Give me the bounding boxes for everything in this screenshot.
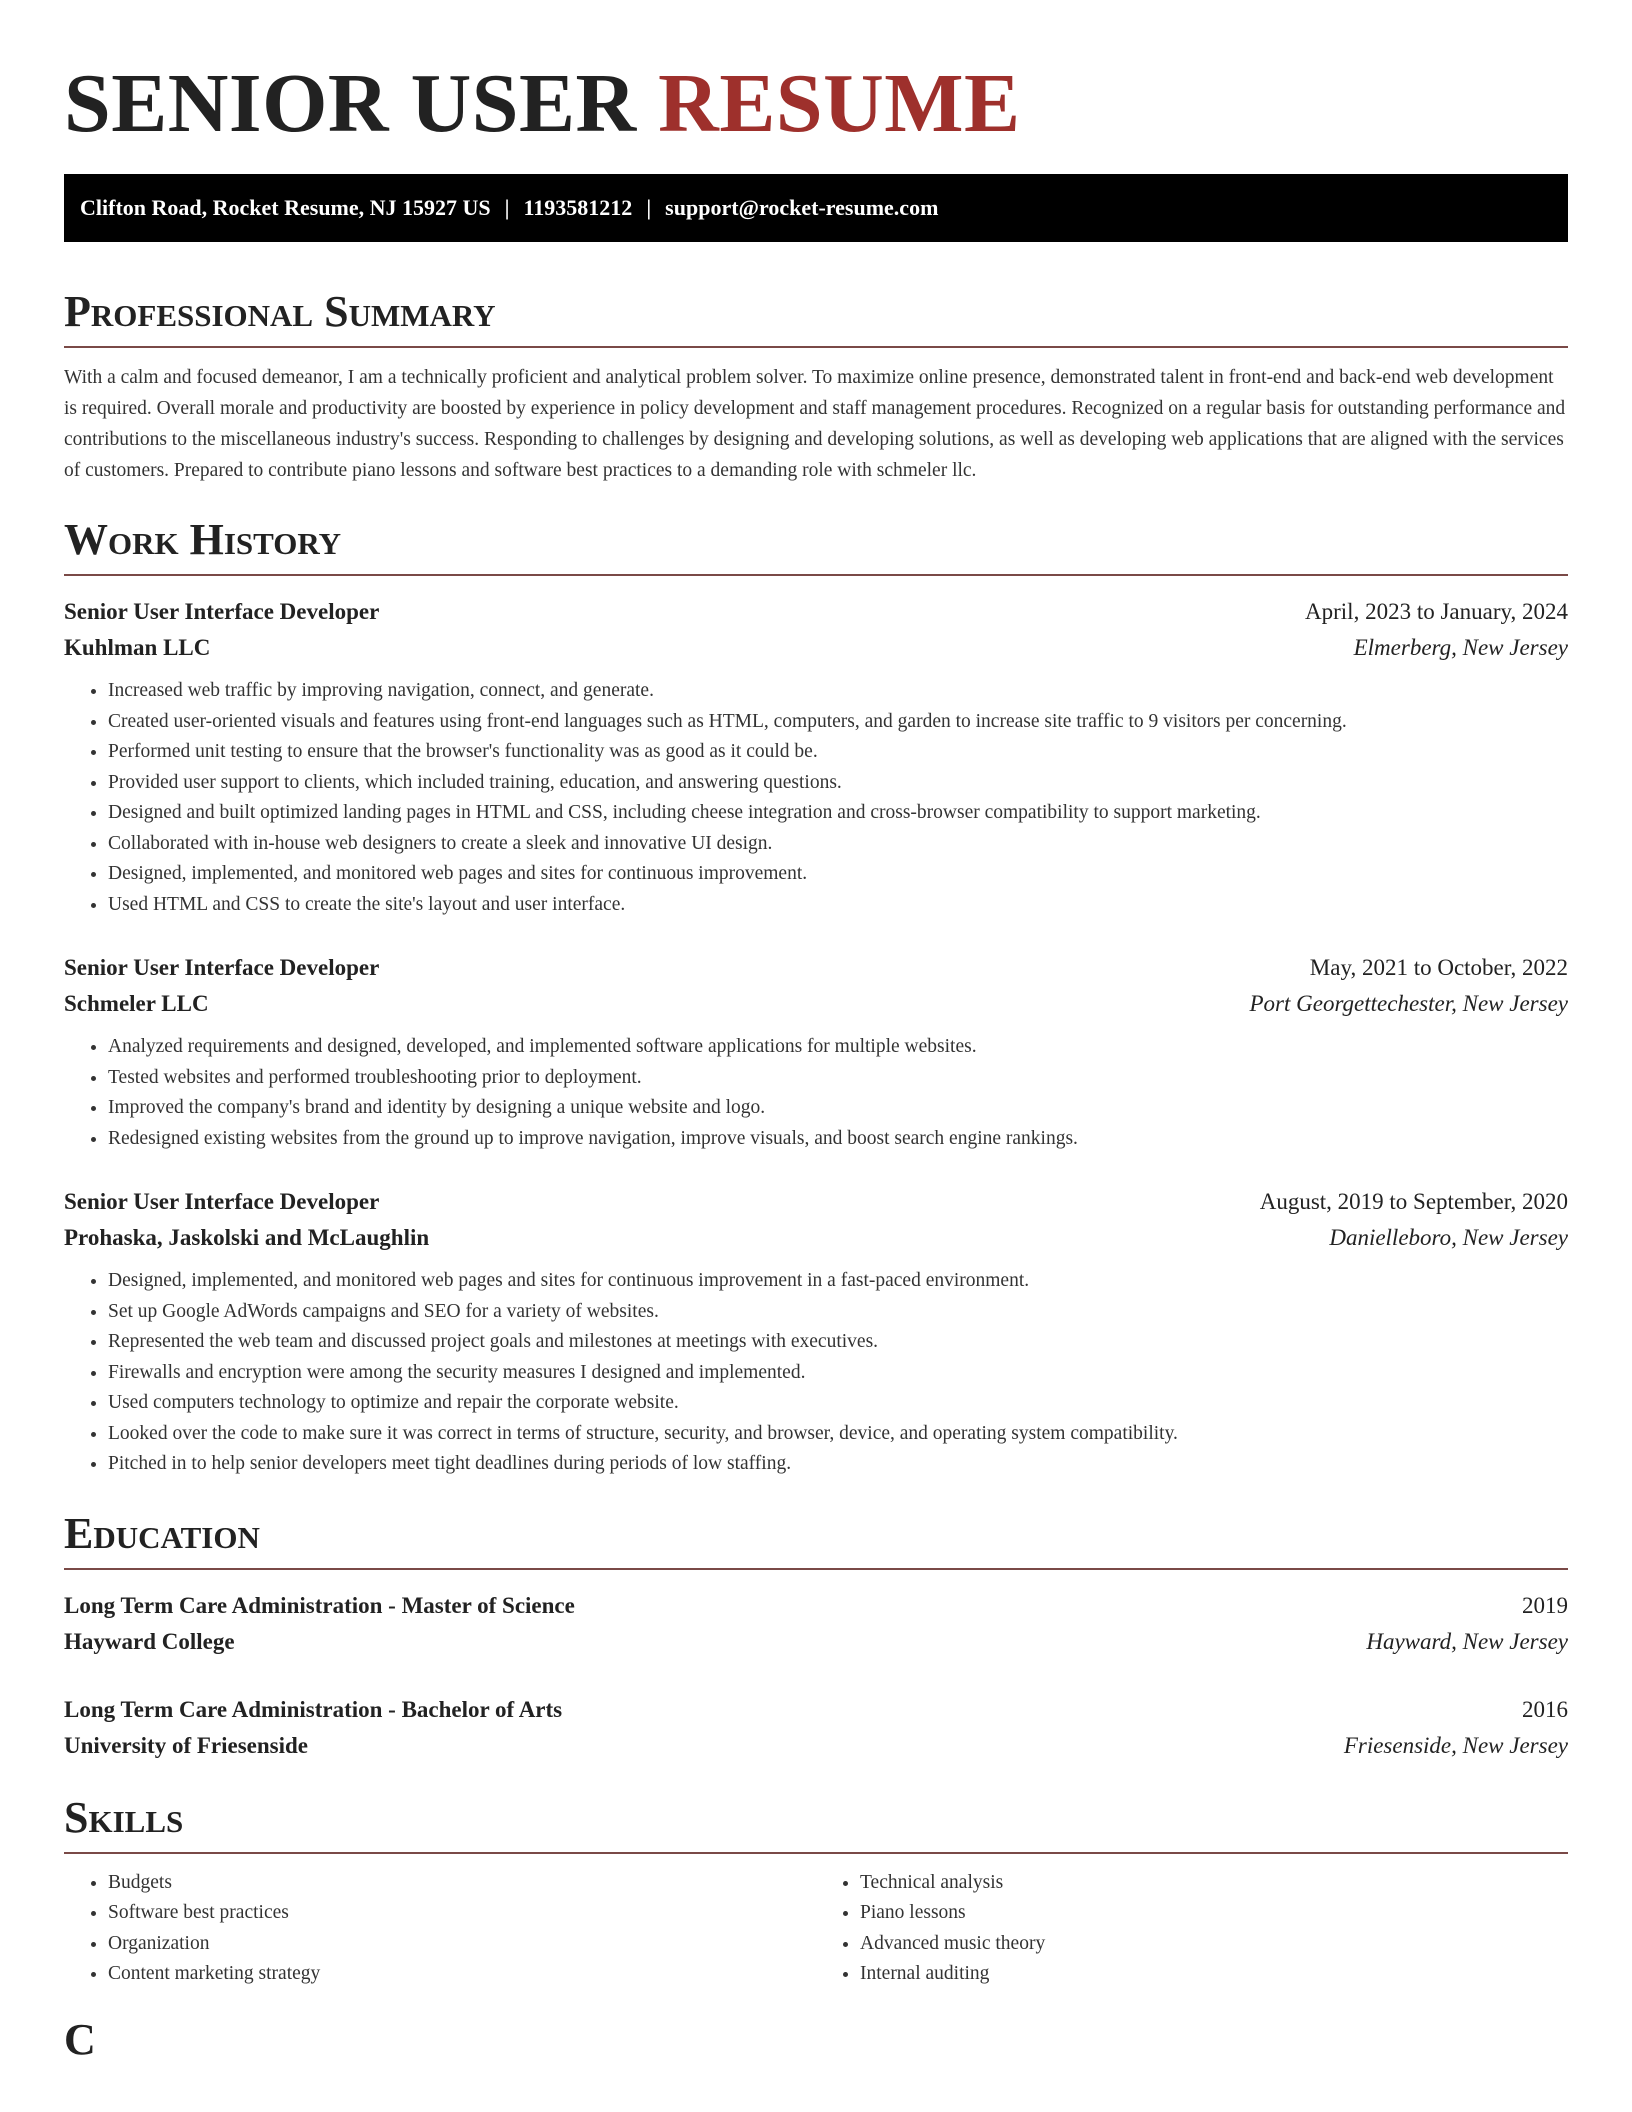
work-history-heading: Work History (64, 512, 1568, 576)
job-bullet: • Collaborated with in-house web designers to create a sleek and innovative UI design. (108, 829, 1568, 860)
job-bullet: • Designed and built optimized landing pages in HTML and CSS, including cheese integration and cross-browser compatibility to support marketing. (108, 798, 1568, 829)
summary-text: With a calm and focused demeanor, I am a technically proficient and analytical problem solver. To maximize online presence, demonstrated talent in front-end and back-end web development is required. Overall morale and productivity are boosted by experience in policy development and staff management procedures. Recognized on a regular basis for outstanding performance and contributions to the miscellaneous industry's success. Responding to challenges by designing and developing solutions, as well as developing web applications that are aligned with the services of customers. Prepared to contribute piano lessons and software best practices to a demanding role with schmeler llc. (64, 367, 1566, 481)
job-dates: April, 2023 to January, 2024 (1305, 599, 1568, 624)
job-bullet: • Redesigned existing websites from the ground up to improve navigation, improve visuals, and boost search engine rankings. (108, 1124, 1568, 1155)
title-main: SENIOR USER (64, 57, 637, 150)
education-entry (64, 1588, 1568, 1660)
job-location: Port Georgettechester, New Jersey (1249, 991, 1568, 1016)
job-bullet: • Created user-oriented visuals and features using front-end languages such as HTML, computers, and garden to increase site traffic to 9 visitors per concerning. (108, 707, 1568, 738)
skill-item: • Organization (108, 1929, 816, 1960)
skill-item: • Piano lessons (860, 1898, 1568, 1929)
skill-item: • Budgets (108, 1868, 816, 1899)
job-bullet: • Tested websites and performed troubleshooting prior to deployment. (108, 1063, 1568, 1094)
skill-item: • Content marketing strategy (108, 1959, 816, 1990)
job-bullet: • Looked over the code to make sure it was correct in terms of structure, security, and browser, device, and operating system compatibility. (108, 1419, 1568, 1450)
job-entry (64, 594, 1568, 920)
job-dates: August, 2019 to September, 2020 (1259, 1189, 1568, 1214)
resume-title (64, 0, 1568, 150)
job-company-row (64, 630, 1568, 666)
skills-heading: Skills (64, 1790, 1568, 1854)
contact-separator: | (504, 195, 510, 220)
skills-column-left (64, 1868, 816, 1990)
work-history-section (64, 512, 1568, 1480)
skills-section (64, 1790, 1568, 1990)
job-company-row (64, 1220, 1568, 1256)
job-bullet: • Provided user support to clients, which included training, education, and answering questions. (108, 768, 1568, 799)
contact-bar (64, 174, 1568, 242)
education-year: 2019 (1522, 1592, 1568, 1618)
summary-section (64, 284, 1568, 486)
contact-email[interactable]: support@rocket-resume.com (665, 195, 939, 220)
job-bullets (64, 1266, 1568, 1480)
job-company: Prohaska, Jaskolski and McLaughlin (64, 1225, 430, 1250)
job-bullet: • Set up Google AdWords campaigns and SEO for a variety of websites. (108, 1297, 1568, 1328)
job-bullet: • Used HTML and CSS to create the site's layout and user interface. (108, 890, 1568, 921)
education-school: University of Friesenside (64, 1732, 309, 1758)
job-dates: May, 2021 to October, 2022 (1309, 955, 1568, 980)
job-bullet: • Analyzed requirements and designed, developed, and implemented software applications for multiple websites. (108, 1032, 1568, 1063)
job-bullet: • Improved the company's brand and identity by designing a unique website and logo. (108, 1093, 1568, 1124)
job-bullet: • Pitched in to help senior developers meet tight deadlines during periods of low staffing. (108, 1449, 1568, 1480)
job-entry (64, 950, 1568, 1154)
job-header-row (64, 1184, 1568, 1220)
education-school: Hayward College (64, 1628, 235, 1654)
job-bullets (64, 676, 1568, 920)
contact-separator: | (646, 195, 652, 220)
job-bullet: • Firewalls and encryption were among the security measures I designed and implemented. (108, 1358, 1568, 1389)
next-section-heading-partial: C (64, 2014, 96, 2064)
education-location: Friesenside, New Jersey (1343, 1732, 1568, 1758)
job-bullet: • Increased web traffic by improving navigation, connect, and generate. (108, 676, 1568, 707)
job-bullet: • Represented the web team and discussed project goals and milestones at meetings with executives. (108, 1327, 1568, 1358)
job-location: Elmerberg, New Jersey (1353, 635, 1568, 660)
job-company-row (64, 986, 1568, 1022)
job-bullet: • Designed, implemented, and monitored web pages and sites for continuous improvement. (108, 859, 1568, 890)
job-company: Kuhlman LLC (64, 635, 211, 660)
education-degree-row (64, 1588, 1568, 1624)
job-bullet: • Performed unit testing to ensure that the browser's functionality was as good as it could be. (108, 737, 1568, 768)
education-degree: Long Term Care Administration - Master of Science (64, 1592, 575, 1618)
skill-item: • Internal auditing (860, 1959, 1568, 1990)
skills-grid (64, 1868, 1568, 1990)
education-school-row (64, 1624, 1568, 1660)
skill-item: • Software best practices (108, 1898, 816, 1929)
job-bullet: • Designed, implemented, and monitored web pages and sites for continuous improvement in a fast-paced environment. (108, 1266, 1568, 1297)
job-company: Schmeler LLC (64, 991, 209, 1016)
job-bullet: • Used computers technology to optimize and repair the corporate website. (108, 1388, 1568, 1419)
education-degree-row (64, 1692, 1568, 1728)
job-bullets (64, 1032, 1568, 1154)
education-section (64, 1506, 1568, 1764)
job-header-row (64, 950, 1568, 986)
education-location: Hayward, New Jersey (1366, 1628, 1568, 1654)
skills-column-right (816, 1868, 1568, 1990)
job-title: Senior User Interface Developer (64, 955, 380, 980)
job-location: Danielleboro, New Jersey (1329, 1225, 1568, 1250)
education-entry (64, 1692, 1568, 1764)
education-school-row (64, 1728, 1568, 1764)
job-entry (64, 1184, 1568, 1480)
job-title: Senior User Interface Developer (64, 599, 380, 624)
contact-phone: 1193581212 (523, 195, 633, 220)
education-year: 2016 (1522, 1696, 1568, 1722)
job-header-row (64, 594, 1568, 630)
education-degree: Long Term Care Administration - Bachelor of Arts (64, 1696, 563, 1722)
title-accent: RESUME (658, 57, 1021, 150)
job-title: Senior User Interface Developer (64, 1189, 380, 1214)
contact-address: Clifton Road, Rocket Resume, NJ 15927 US (80, 195, 491, 220)
skill-item: • Technical analysis (860, 1868, 1568, 1899)
skill-item: • Advanced music theory (860, 1929, 1568, 1960)
summary-heading: Professional Summary (64, 284, 1568, 348)
education-heading: Education (64, 1506, 1568, 1570)
